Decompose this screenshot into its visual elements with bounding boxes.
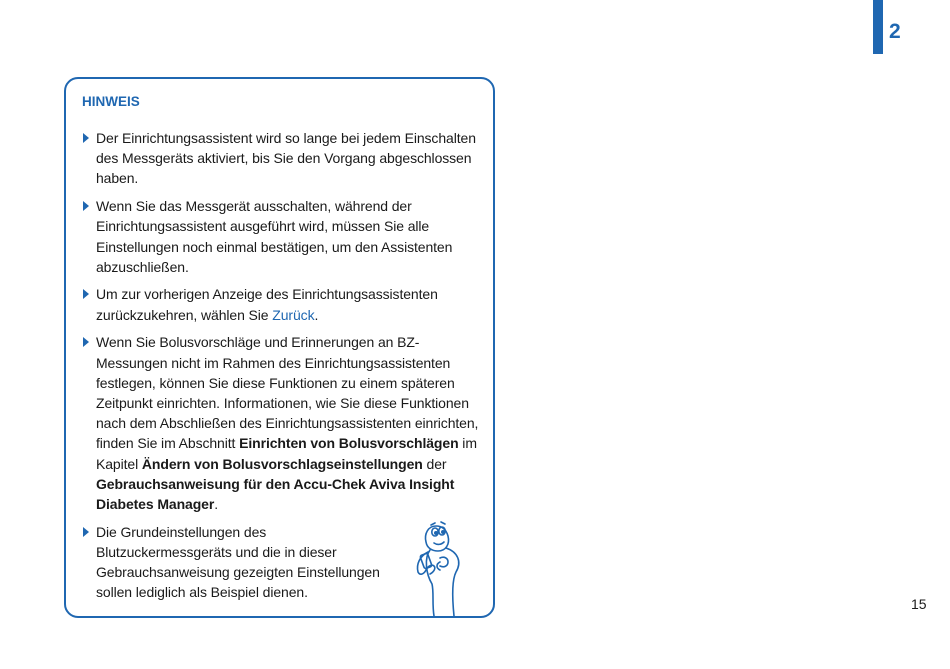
note-text-segment: der: [422, 455, 447, 472]
note-item-text: Der Einrichtungsassistent wird so lange bei jedem Einschalten des Messgeräts aktiviert, bis Sie den Vorgang abgeschlossen haben.: [96, 130, 476, 187]
page-number: 15: [911, 596, 927, 612]
note-title: HINWEIS: [82, 94, 140, 109]
note-text-segment: Wenn Sie Bolusvorschläge und Erinnerungen an BZ-Messungen nicht im Rahmen des Einrichtungsassistenten festlegen, können Sie diese Funktionen zu einem späteren Zeitpunkt einrichten. Informationen, wie Sie diese Funktionen nach dem Abschließen des Einrichtungsassistenten einrichten, finden Sie im Abschnitt: [96, 334, 479, 452]
triangle-bullet-icon: [83, 527, 89, 537]
triangle-bullet-icon: [83, 133, 89, 143]
chapter-tab: [873, 0, 883, 54]
note-text-segment: im Kapitel: [96, 435, 477, 472]
note-item-text: Die Grundeinstellungen des Blutzuckermessgeräts und die in dieser Gebrauchsanweisung gezeigten Einstellungen sollen lediglich als Beispiel dienen.: [96, 523, 380, 601]
note-item-text: [96, 284, 482, 324]
back-button-reference: Zurück: [272, 306, 315, 323]
note-text-segment: Um zur vorherigen Anzeige des Einrichtungsassistenten zurückzukehren, wählen Sie: [96, 286, 438, 323]
triangle-bullet-icon: [83, 201, 89, 211]
note-text-segment: .: [214, 495, 219, 512]
mascot-thinking-icon: [410, 518, 474, 618]
note-item: [82, 196, 482, 277]
triangle-bullet-icon: [83, 337, 89, 347]
manual-reference: Gebrauchsanweisung für den Accu-Chek Aviva Insight Diabetes Manager: [96, 475, 455, 512]
chapter-number: 2: [889, 20, 901, 43]
triangle-bullet-icon: [83, 289, 89, 299]
note-item: [82, 522, 381, 603]
note-text-segment: .: [314, 306, 319, 323]
note-item: [82, 128, 482, 189]
note-item-text: Wenn Sie das Messgerät ausschalten, während der Einrichtungsassistent ausgeführt wird, müssen Sie alle Einstellungen noch einmal bestätigen, um den Assistenten abzuschließen.: [96, 198, 453, 275]
chapter-reference: Ändern von Bolusvorschlagseinstellungen: [141, 455, 423, 472]
section-reference: Einrichten von Bolusvorschlägen: [239, 435, 459, 452]
note-item: [82, 284, 482, 324]
note-item-text: [96, 332, 482, 514]
note-item: [82, 332, 482, 514]
